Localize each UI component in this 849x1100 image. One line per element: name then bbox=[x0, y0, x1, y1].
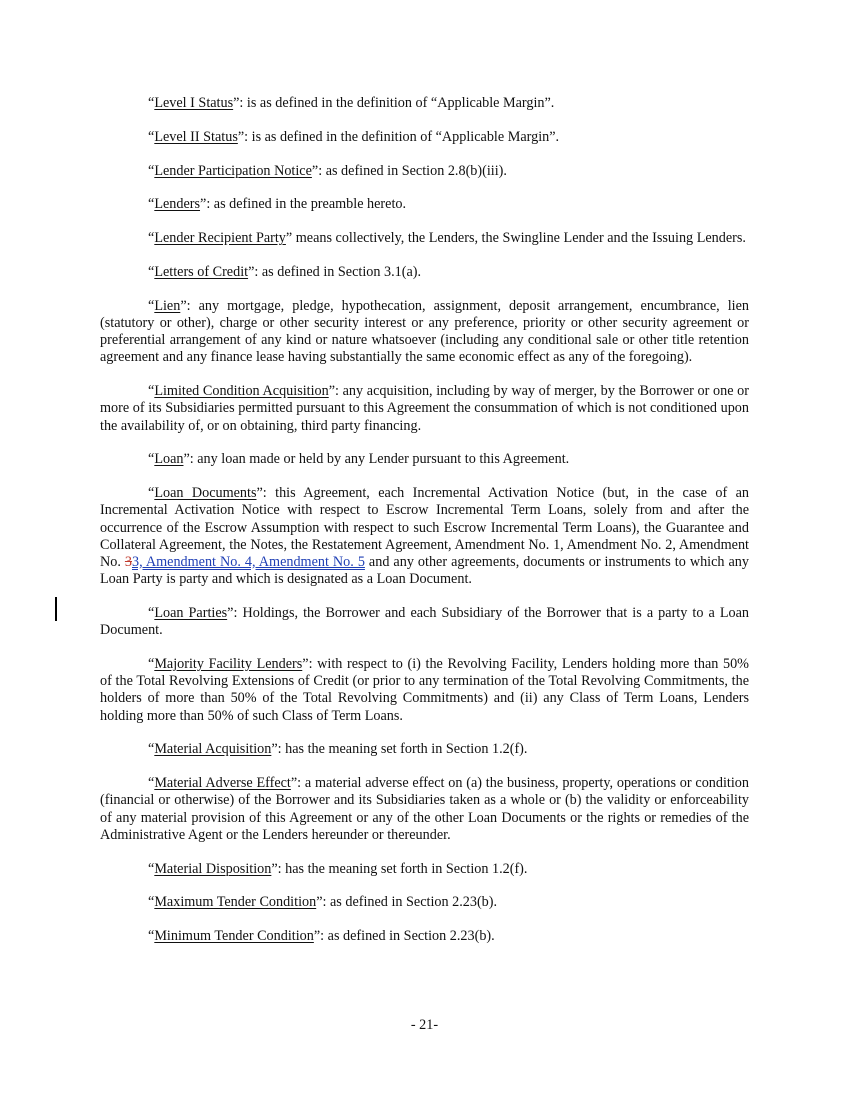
defined-term: Minimum Tender Condition bbox=[154, 928, 314, 945]
inserted-revision-text: 3, Amendment No. 4, Amendment No. 5 bbox=[132, 554, 365, 570]
definition-text-continued: and any other agreements, documents or instruments to which any Loan Party is party and which is designated as a Loan Document. bbox=[100, 554, 749, 588]
definition-limited-condition-acquisition: “Limited Condition Acquisition”: any acquisition, including by way of merger, by the Borrower or one or more of its Subsidiaries permitted pursuant to this Agreement the consummation of which is not conditioned upon the availability of, or on obtaining, third party financing. bbox=[100, 383, 749, 434]
defined-term: Level II Status bbox=[154, 128, 238, 145]
definition-material-disposition: “Material Disposition”: has the meaning set forth in Section 1.2(f). bbox=[148, 860, 528, 877]
deleted-revision-text: 3 bbox=[124, 554, 132, 570]
definition-text: ”: as defined in the preamble hereto. bbox=[200, 196, 407, 213]
defined-term: Lender Recipient Party bbox=[154, 230, 286, 247]
definition-text: ”: has the meaning set forth in Section 1.2(f). bbox=[271, 860, 528, 877]
definition-text: ”: Holdings, the Borrower and each Subsidiary of the Borrower that is a party to a Loan Document. bbox=[100, 605, 749, 639]
definition-lender-participation-notice: “Lender Participation Notice”: as defined in Section 2.8(b)(iii). bbox=[148, 162, 507, 179]
defined-term: Material Adverse Effect bbox=[154, 775, 291, 792]
defined-term: Majority Facility Lenders bbox=[154, 656, 303, 672]
definition-material-adverse-effect: “Material Adverse Effect”: a material adverse effect on (a) the business, property, operations or condition (financial or otherwise) of the Borrower and its Subsidiaries taken as a whole or (b) the validity or enforceability of any material provision of this Agreement or any of the other Loan Documents or the rights or remedies of the Administrative Agent or the Lenders hereunder or thereunder. bbox=[100, 775, 749, 843]
definition-text: ”: with respect to (i) the Revolving Facility, Lenders holding more than 50% of the Total Revolving Extensions of Credit (or prior to any termination of the Total Revolving Commitments, the holders of more than 50% of the Total Revolving Commitments) and (ii) any Class of Term Loans, Lenders holding more than 50% of such Class of Term Loans. bbox=[100, 656, 749, 724]
definitions-section bbox=[100, 95, 749, 962]
definition-text: ”: as defined in Section 2.8(b)(iii). bbox=[311, 162, 507, 179]
definition-lenders: “Lenders”: as defined in the preamble hereto. bbox=[148, 196, 407, 213]
definition-text: ”: as defined in Section 2.23(b). bbox=[316, 894, 498, 911]
defined-term: Loan bbox=[154, 451, 184, 468]
definition-text: ” means collectively, the Lenders, the Swingline Lender and the Issuing Lenders. bbox=[285, 230, 746, 247]
definition-text: ”: has the meaning set forth in Section 1.2(f). bbox=[271, 741, 528, 758]
defined-term: Level I Status bbox=[154, 95, 234, 111]
defined-term: Maximum Tender Condition bbox=[154, 894, 317, 911]
defined-term: Material Disposition bbox=[154, 860, 272, 877]
definition-level-ii-status: “Level II Status”: is as defined in the definition of “Applicable Margin”. bbox=[148, 128, 560, 145]
definition-lien: “Lien”: any mortgage, pledge, hypothecation, assignment, deposit arrangement, encumbrance, lien (statutory or other), charge or other security interest or any preference, priority or other security agreement or preferential arrangement of any kind or nature whatsoever (including any conditional sale or other title retention agreement and any finance lease having substantially the same economic effect as any of the foregoing). bbox=[100, 297, 749, 366]
defined-term: Lenders bbox=[154, 196, 201, 213]
definition-text: ”: this Agreement, each Incremental Activation Notice (but, in the case of an Incremental Activation Notice with respect to Escrow Incremental Term Loans, solely from and after the occurrence of the Escrow Assumption with respect to such Escrow Incremental Term Loans), the Guarantee and Collateral Agreement, the Notes, the Restatement Agreement, Amendment No. 1, Amendment No. 2, Amendment No. bbox=[100, 485, 749, 570]
defined-term: Loan Parties bbox=[154, 605, 228, 621]
definition-text: ”: a material adverse effect on (a) the business, property, operations or condition (financial or otherwise) of the Borrower and its Subsidiaries taken as a whole or (b) the validity or enforceability of any material provision of this Agreement or any of the other Loan Documents or the rights or remedies of the Administrative Agent or the Lenders hereunder or thereunder. bbox=[100, 775, 749, 843]
defined-term: Loan Documents bbox=[154, 485, 257, 502]
defined-term: Limited Condition Acquisition bbox=[154, 383, 329, 400]
definition-loan: “Loan”: any loan made or held by any Lender pursuant to this Agreement. bbox=[148, 451, 570, 468]
page-number: - 21- bbox=[410, 1017, 439, 1033]
definition-material-acquisition: “Material Acquisition”: has the meaning set forth in Section 1.2(f). bbox=[148, 741, 528, 758]
defined-term: Lien bbox=[154, 297, 181, 314]
definition-text: ”: is as defined in the definition of “Applicable Margin”. bbox=[233, 95, 555, 111]
defined-term: Lender Participation Notice bbox=[154, 162, 312, 179]
definition-text: ”: any mortgage, pledge, hypothecation, assignment, deposit arrangement, encumbrance, lien (statutory or other), charge or other security interest or any preference, priority or other security agreement or preferential arrangement of any kind or nature whatsoever (including any conditional sale or other title retention agreement and any finance lease having substantially the same economic effect as any of the foregoing). bbox=[100, 297, 749, 366]
definition-text: ”: any loan made or held by any Lender pursuant to this Agreement. bbox=[183, 451, 570, 468]
definition-text: ”: as defined in Section 2.23(b). bbox=[313, 928, 495, 945]
definition-maximum-tender-condition: “Maximum Tender Condition”: as defined in Section 2.23(b). bbox=[148, 894, 498, 911]
definition-text: ”: as defined in Section 3.1(a). bbox=[248, 263, 422, 280]
definition-level-i-status: “Level I Status”: is as defined in the definition of “Applicable Margin”. bbox=[148, 95, 555, 111]
definition-letters-of-credit: “Letters of Credit”: as defined in Section 3.1(a). bbox=[148, 263, 422, 280]
definition-loan-documents: “Loan Documents”: this Agreement, each Incremental Activation Notice (but, in the case of an Incremental Activation Notice with respect to Escrow Incremental Term Loans, solely from and after the occurrence of the Escrow Assumption with respect to such Escrow Incremental Term Loans), the Guarantee and Collateral Agreement, the Notes, the Restatement Agreement, Amendment No. 1, Amendment No. 2, Amendment No. 33, Amendment No. 4, Amendment No. 5 and any other agreements, documents or instruments to which any Loan Party is party and which is designated as a Loan Document. bbox=[100, 485, 749, 588]
defined-term: Letters of Credit bbox=[154, 263, 249, 280]
revision-change-bar bbox=[55, 597, 57, 621]
definition-lender-recipient-party: “Lender Recipient Party” means collectively, the Lenders, the Swingline Lender and the Issuing Lenders. bbox=[148, 230, 746, 247]
definition-loan-parties: “Loan Parties”: Holdings, the Borrower and each Subsidiary of the Borrower that is a party to a Loan Document. bbox=[100, 605, 749, 639]
definition-text: ”: any acquisition, including by way of merger, by the Borrower or one or more of its Subsidiaries permitted pursuant to this Agreement the consummation of which is not conditioned upon the availability of, or on obtaining, third party financing. bbox=[100, 383, 749, 434]
definition-majority-facility-lenders: “Majority Facility Lenders”: with respect to (i) the Revolving Facility, Lenders holding more than 50% of the Total Revolving Extensions of Credit (or prior to any termination of the Total Revolving Commitments, the holders of more than 50% of the Total Revolving Commitments) and (ii) any Class of Term Loans, Lenders holding more than 50% of such Class of Term Loans. bbox=[100, 656, 749, 724]
definition-minimum-tender-condition: “Minimum Tender Condition”: as defined in Section 2.23(b). bbox=[148, 928, 495, 945]
defined-term: Material Acquisition bbox=[154, 741, 272, 758]
definition-text: ”: is as defined in the definition of “Applicable Margin”. bbox=[237, 128, 560, 145]
